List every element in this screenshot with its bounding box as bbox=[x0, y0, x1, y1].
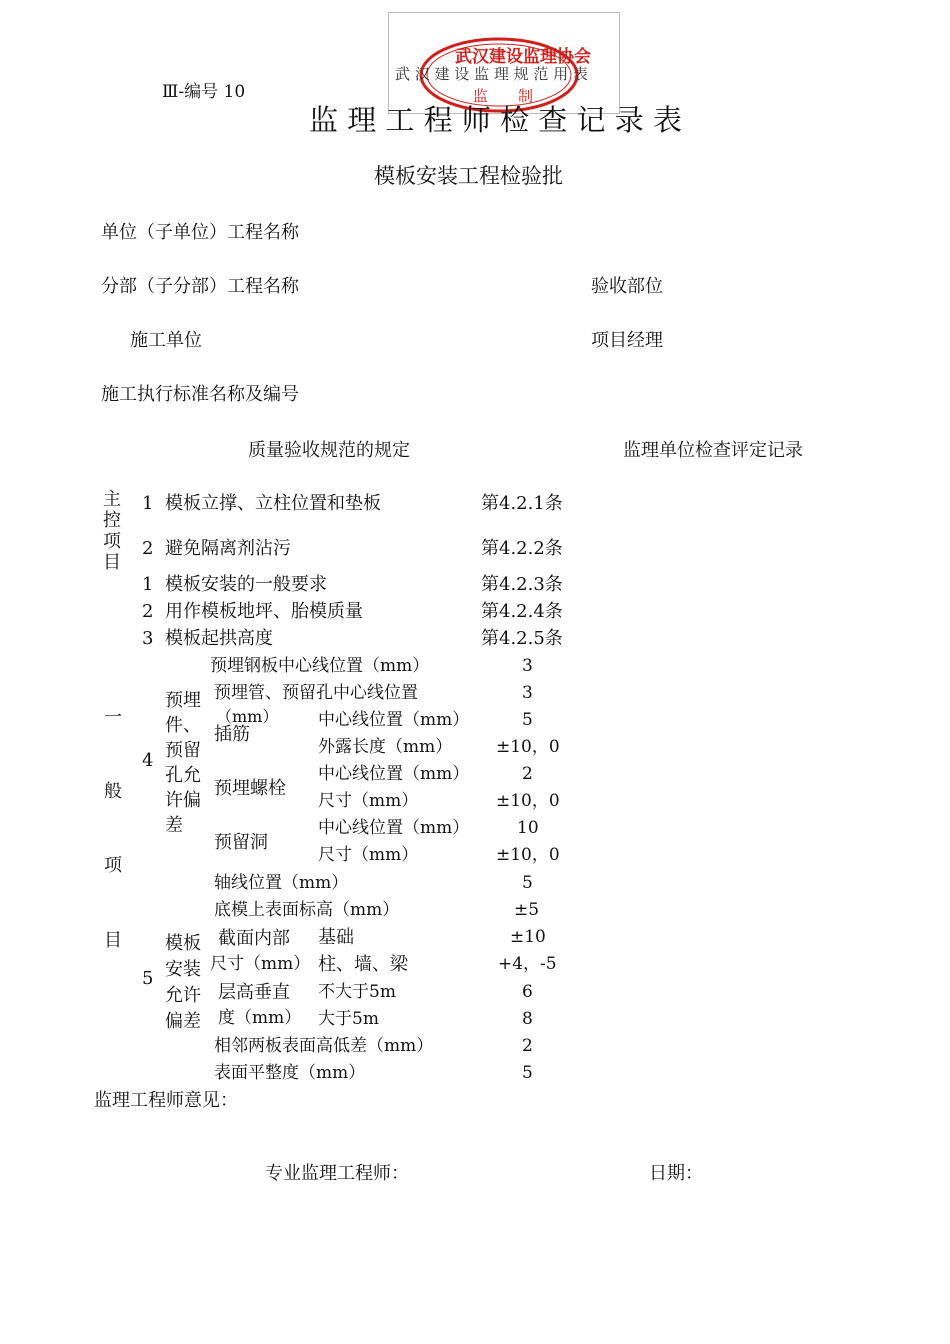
general-group-char: 项 bbox=[104, 855, 122, 876]
hole-size-label: 尺寸（mm） bbox=[318, 845, 419, 865]
general-row-item: 模板起拱高度 bbox=[165, 628, 273, 649]
general-row-item: 模板安装的一般要求 bbox=[165, 574, 327, 595]
hole-center-label: 中心线位置（mm） bbox=[318, 818, 470, 838]
pipe-label-line1: 预埋管、预留孔中心线位置 bbox=[214, 683, 418, 703]
axis-label: 轴线位置（mm） bbox=[214, 873, 349, 893]
rebar-label: 插筋 bbox=[214, 724, 250, 745]
bolt-size-value: ±10，0 bbox=[496, 791, 560, 811]
section-label-line1: 截面内部 bbox=[218, 928, 290, 949]
general-row-clause: 第4.2.4条 bbox=[481, 601, 563, 622]
hole-size-value: ±10，0 bbox=[496, 845, 560, 865]
item5-label bbox=[165, 931, 201, 1035]
page-title: 监 理 工 程 师 检 查 记 录 表 bbox=[309, 103, 682, 137]
stamp-org-name: 武汉建设监理协会 bbox=[455, 47, 591, 67]
vertical-gt5-value: 8 bbox=[522, 1009, 533, 1029]
general-group-char: 目 bbox=[104, 930, 122, 951]
bolt-center-value: 2 bbox=[522, 764, 533, 784]
general-group-char: 般 bbox=[104, 781, 122, 802]
item5-no: 5 bbox=[142, 968, 154, 989]
bolt-size-label: 尺寸（mm） bbox=[318, 791, 419, 811]
flatness-value: 5 bbox=[522, 1063, 533, 1083]
page-subtitle: 模板安装工程检验批 bbox=[374, 164, 563, 188]
project-manager-label: 项目经理 bbox=[591, 330, 663, 351]
record-header: 监理单位检查评定记录 bbox=[623, 440, 803, 461]
rebar-center-label: 中心线位置（mm） bbox=[318, 710, 470, 730]
spec-header: 质量验收规范的规定 bbox=[248, 440, 410, 461]
item4-label-line: 孔允 bbox=[165, 765, 201, 786]
hole-label: 预留洞 bbox=[214, 832, 268, 853]
item4-label-line: 差 bbox=[165, 815, 183, 836]
pipe-value: 3 bbox=[522, 683, 533, 703]
item4-no: 4 bbox=[142, 750, 154, 771]
main-group-char: 项 bbox=[103, 531, 121, 552]
vertical-le5-value: 6 bbox=[522, 982, 533, 1002]
section-column-label: 柱、墙、梁 bbox=[318, 954, 408, 975]
stamp-series-line: 武 汉 建 设 监 理 规 范 用 表 bbox=[395, 65, 588, 83]
opinion-label: 监理工程师意见： bbox=[94, 1090, 238, 1111]
main-row-clause: 第4.2.1条 bbox=[481, 493, 563, 514]
main-row-item: 避免隔离剂沾污 bbox=[165, 538, 291, 559]
pipe-label-line2: （mm） bbox=[216, 707, 279, 726]
main-group-char: 目 bbox=[103, 552, 121, 573]
axis-value: 5 bbox=[522, 873, 533, 893]
stamp-box bbox=[388, 12, 620, 114]
main-group-char: 控 bbox=[103, 510, 121, 531]
adjacent-value: 2 bbox=[522, 1036, 533, 1056]
general-row-no: 2 bbox=[142, 601, 154, 622]
item5-label-line: 安装 bbox=[165, 959, 201, 980]
adjacent-label: 相邻两板表面高低差（mm） bbox=[214, 1036, 434, 1056]
steel-plate-value: 3 bbox=[522, 656, 533, 676]
standard-label: 施工执行标准名称及编号 bbox=[101, 384, 299, 405]
rebar-exposed-value: ±10，0 bbox=[496, 737, 560, 757]
accept-part-label: 验收部位 bbox=[591, 276, 663, 297]
engineer-signature-label: 专业监理工程师： bbox=[265, 1163, 409, 1184]
stamp-made-by: 监 制 bbox=[473, 87, 534, 105]
vertical-label-line1: 层高垂直 bbox=[218, 982, 290, 1003]
vertical-gt5-label: 大于5m bbox=[318, 1009, 379, 1029]
main-row-no: 2 bbox=[142, 538, 154, 559]
main-row-item: 模板立撑、立柱位置和垫板 bbox=[165, 493, 381, 514]
item4-label-line: 预埋 bbox=[165, 690, 201, 711]
section-foundation-value: ±10 bbox=[510, 927, 546, 947]
section-label-line2: 尺寸（mm） bbox=[210, 954, 311, 974]
construction-unit-label: 施工单位 bbox=[130, 330, 202, 351]
general-row-clause: 第4.2.3条 bbox=[481, 574, 563, 595]
rebar-center-value: 5 bbox=[522, 710, 533, 730]
item4-label-line: 预留 bbox=[165, 740, 201, 761]
date-label: 日期： bbox=[649, 1163, 703, 1184]
vertical-le5-label: 不大于5m bbox=[318, 982, 396, 1002]
main-items-group-label bbox=[103, 489, 121, 573]
rebar-exposed-label: 外露长度（mm） bbox=[318, 737, 453, 757]
item4-label-line: 件、 bbox=[165, 715, 201, 736]
flatness-label: 表面平整度（mm） bbox=[214, 1063, 366, 1083]
doc-code: Ⅲ-编号 10 bbox=[162, 82, 246, 102]
general-row-no: 3 bbox=[142, 628, 154, 649]
bottom-elev-label: 底模上表面标高（mm） bbox=[214, 900, 400, 920]
general-group-char: 一 bbox=[104, 707, 122, 728]
general-row-no: 1 bbox=[142, 574, 154, 595]
vertical-label-line2: 度（mm） bbox=[218, 1008, 302, 1028]
item5-label-line: 偏差 bbox=[165, 1011, 201, 1032]
bolt-label: 预埋螺栓 bbox=[214, 778, 286, 799]
section-column-value: +4，-5 bbox=[498, 954, 557, 974]
item4-label-line: 许偏 bbox=[165, 790, 201, 811]
bottom-elev-value: ±5 bbox=[514, 900, 540, 920]
bolt-center-label: 中心线位置（mm） bbox=[318, 764, 470, 784]
main-row-clause: 第4.2.2条 bbox=[481, 538, 563, 559]
item5-label-line: 模板 bbox=[165, 933, 201, 954]
main-row-no: 1 bbox=[142, 493, 154, 514]
item4-label bbox=[165, 688, 201, 838]
general-row-item: 用作模板地坪、胎模质量 bbox=[165, 601, 363, 622]
sub-project-label: 分部（子分部）工程名称 bbox=[101, 276, 299, 297]
unit-project-label: 单位（子单位）工程名称 bbox=[101, 222, 299, 243]
main-group-char: 主 bbox=[103, 489, 121, 510]
item5-label-line: 允许 bbox=[165, 985, 201, 1006]
general-row-clause: 第4.2.5条 bbox=[481, 628, 563, 649]
section-foundation-label: 基础 bbox=[318, 927, 354, 948]
hole-center-value: 10 bbox=[517, 818, 539, 838]
steel-plate-label: 预埋钢板中心线位置（mm） bbox=[210, 656, 430, 676]
